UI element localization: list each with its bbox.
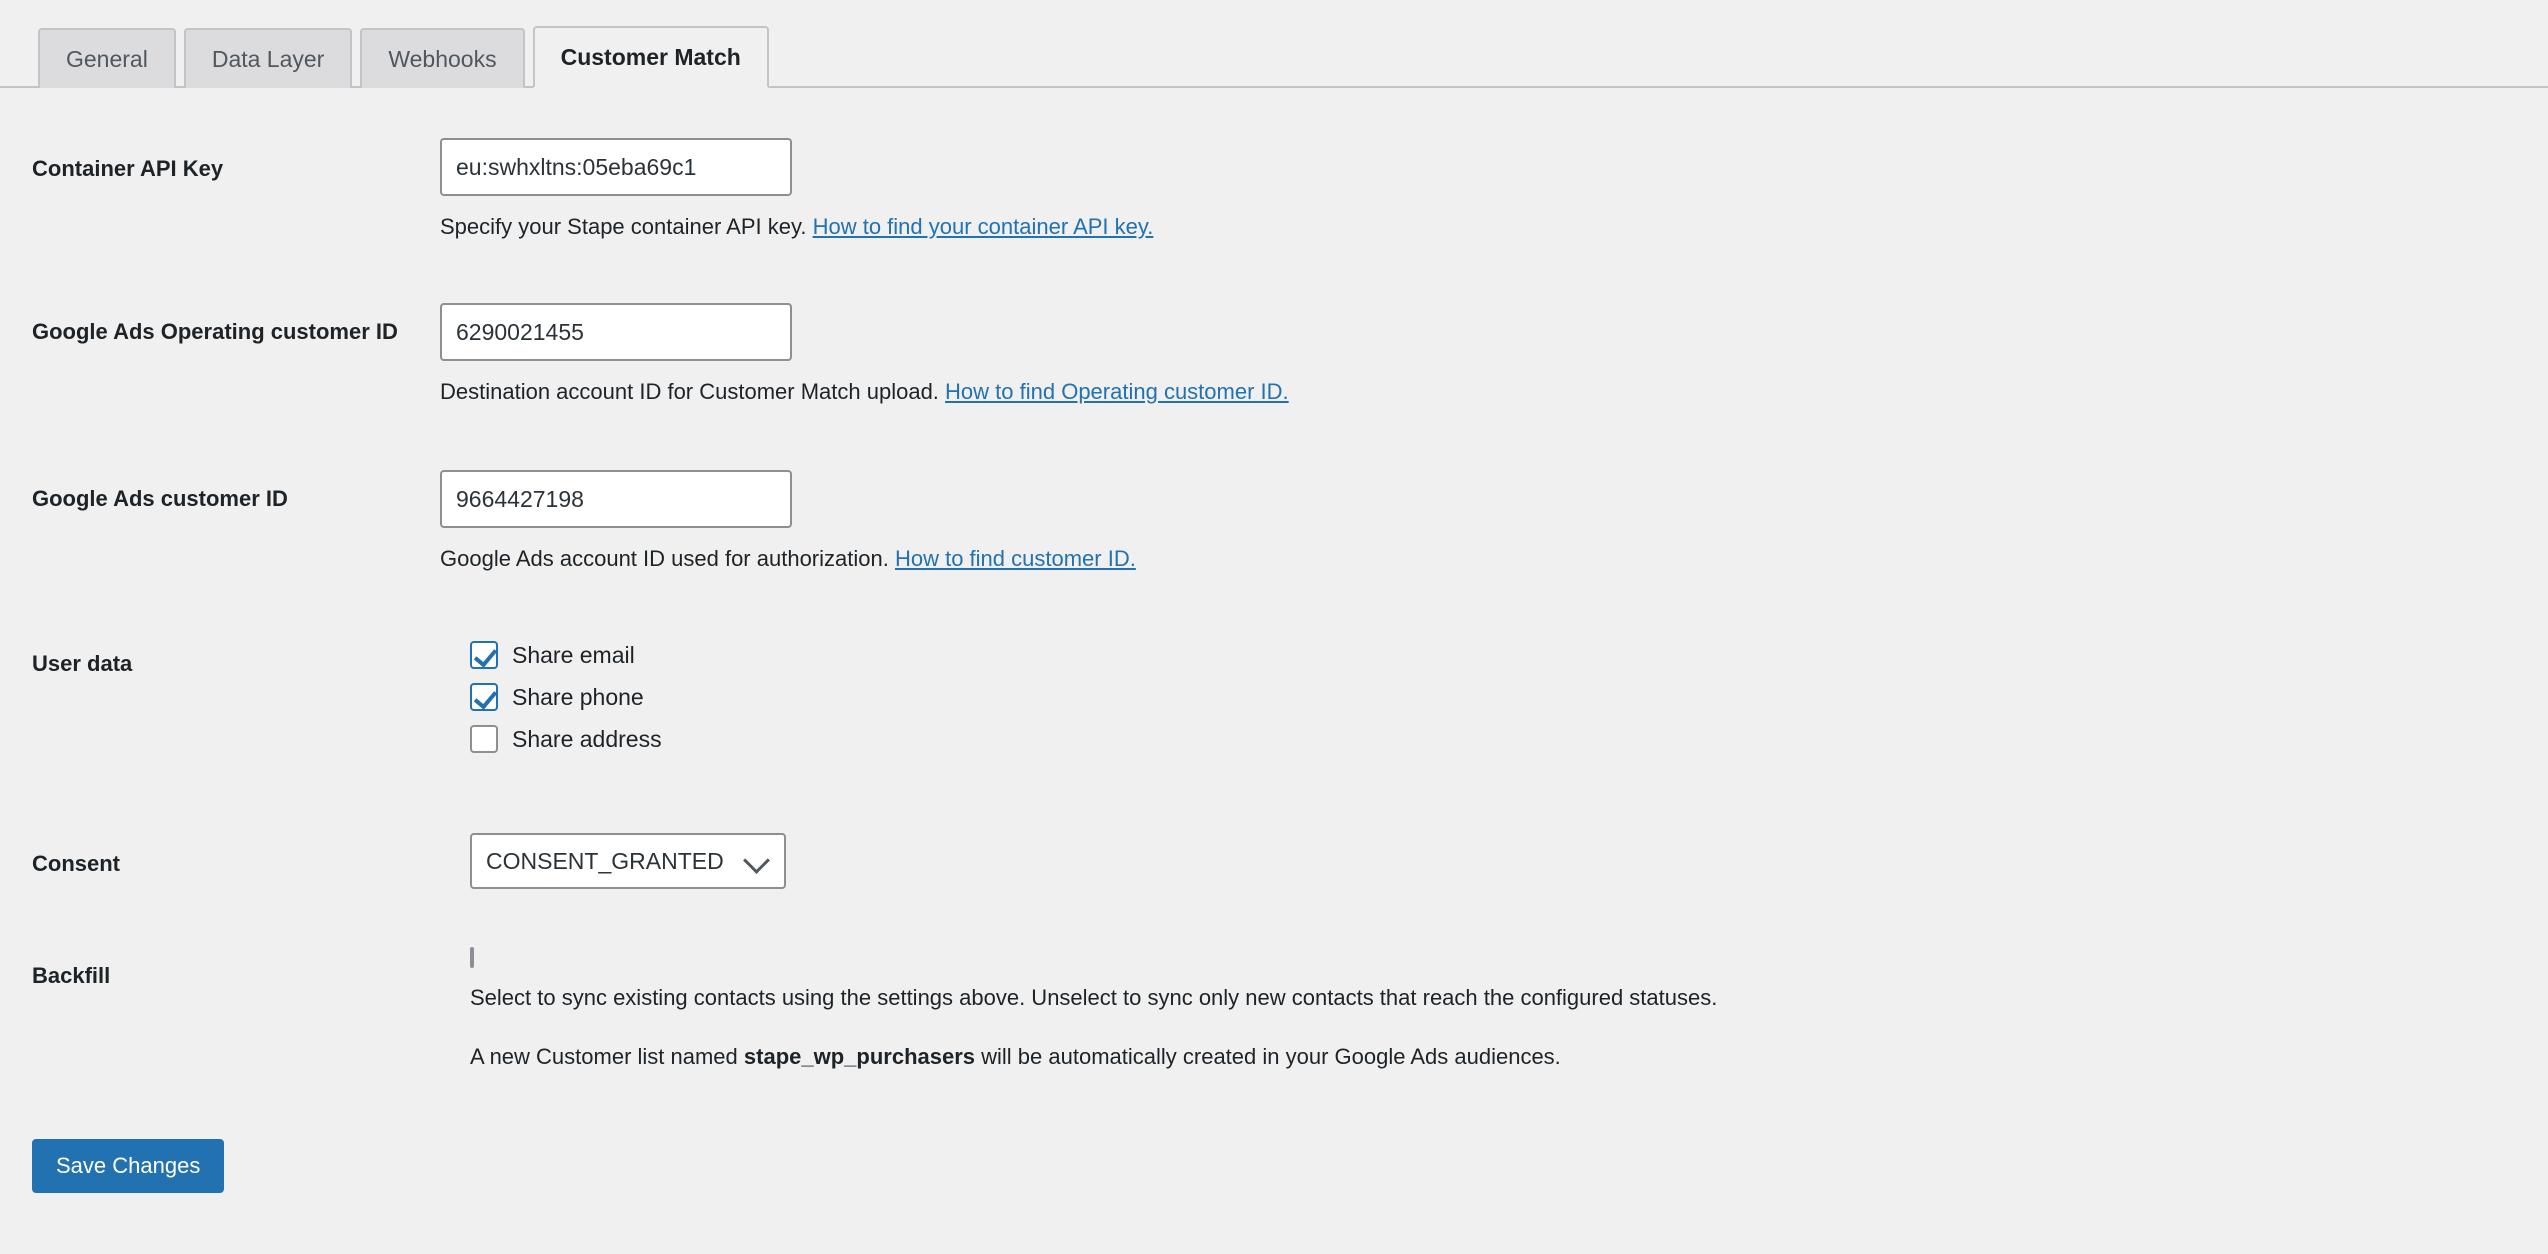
checkbox-icon-backfill[interactable] (470, 947, 474, 968)
checkbox-label-share-address: Share address (512, 725, 662, 752)
label-operating-customer-id: Google Ads Operating customer ID (32, 319, 398, 344)
operating-customer-id-input[interactable] (440, 303, 792, 361)
container-api-key-help-link[interactable]: How to find your container API key. (812, 214, 1154, 239)
container-api-key-desc-text: Specify your Stape container API key. (440, 214, 807, 239)
label-backfill: Backfill (32, 963, 111, 988)
tab-data-layer[interactable]: Data Layer (184, 28, 353, 88)
row-user-data (0, 641, 2548, 767)
container-api-key-input[interactable] (440, 138, 792, 196)
label-container-api-key: Container API Key (32, 156, 224, 181)
row-operating-customer-id (0, 303, 2548, 408)
save-changes-button[interactable]: Save Changes (32, 1139, 224, 1193)
row-backfill (0, 949, 2548, 1073)
field-consent (440, 833, 2548, 889)
tab-webhooks[interactable]: Webhooks (360, 28, 524, 88)
customer-id-input[interactable] (440, 470, 792, 528)
checkbox-label-share-email: Share email (512, 641, 635, 668)
save-row (0, 1139, 2548, 1193)
operating-customer-id-description (440, 375, 2548, 408)
label-user-data: User data (32, 651, 133, 676)
operating-customer-id-desc-text: Destination account ID for Customer Match upload. (440, 379, 939, 404)
row-customer-id (0, 470, 2548, 575)
row-consent (0, 833, 2548, 889)
backfill-list-name: stape_wp_purchasers (743, 1044, 976, 1069)
checkbox-share-address[interactable] (470, 725, 2548, 753)
row-container-api-key (0, 138, 2548, 243)
checkbox-share-phone[interactable] (470, 683, 2548, 711)
field-customer-id (440, 470, 2548, 575)
customer-id-description (440, 542, 2548, 575)
operating-customer-id-help-link[interactable]: How to find Operating customer ID. (945, 379, 1289, 404)
checkbox-icon-share-address[interactable] (470, 725, 498, 753)
label-consent: Consent (32, 851, 120, 876)
container-api-key-description (440, 210, 2548, 243)
label-customer-id: Google Ads customer ID (32, 486, 288, 511)
field-backfill (440, 949, 2548, 1073)
customer-id-desc-text: Google Ads account ID used for authorization. (440, 546, 889, 571)
tab-bar (0, 0, 2548, 88)
customer-id-help-link[interactable]: How to find customer ID. (894, 546, 1136, 571)
consent-select[interactable] (470, 833, 786, 889)
consent-select-wrapper (470, 833, 786, 889)
backfill-note-before: A new Customer list named (470, 1044, 744, 1069)
backfill-description: Select to sync existing contacts using the settings above. Unselect to sync only new contacts that reach the configured statuses. (470, 985, 1718, 1010)
checkbox-label-share-phone: Share phone (512, 683, 644, 710)
tab-customer-match[interactable]: Customer Match (533, 26, 769, 88)
checkbox-share-email[interactable] (470, 641, 2548, 669)
backfill-note (470, 1040, 2548, 1073)
checkbox-icon-share-phone[interactable] (470, 683, 498, 711)
backfill-note-after: will be automatically created in your Google Ads audiences. (975, 1044, 1561, 1069)
tab-general[interactable]: General (38, 28, 176, 88)
field-user-data (440, 641, 2548, 767)
field-operating-customer-id (440, 303, 2548, 408)
field-container-api-key (440, 138, 2548, 243)
customer-match-form (0, 138, 2548, 1193)
checkbox-icon-share-email[interactable] (470, 641, 498, 669)
